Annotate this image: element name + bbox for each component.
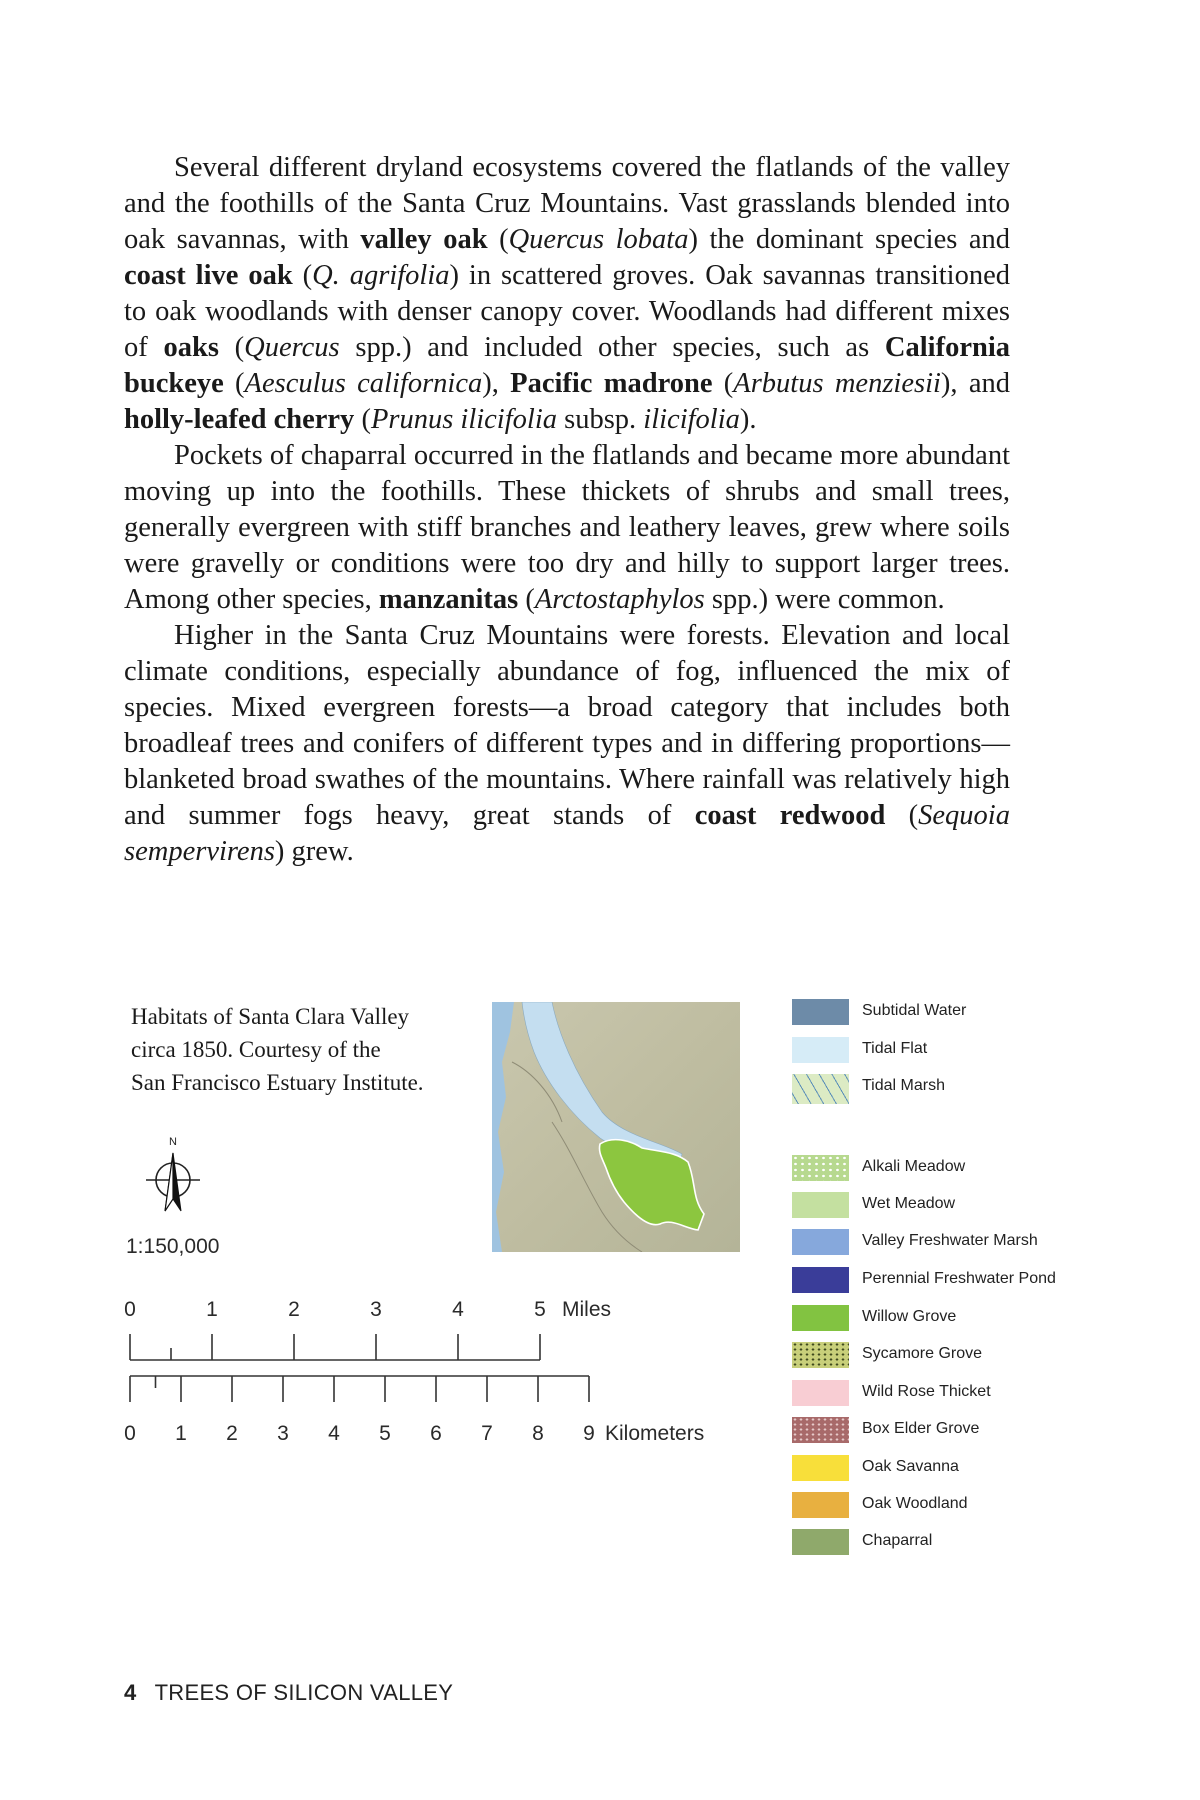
legend-swatch bbox=[792, 1074, 849, 1104]
text-run: subsp. bbox=[556, 404, 644, 435]
km-unit-label: Kilometers bbox=[605, 1422, 705, 1445]
legend-label: Chaparral bbox=[862, 1532, 933, 1549]
text-run: ) grew. bbox=[274, 836, 354, 867]
km-tick-label: 8 bbox=[532, 1422, 544, 1445]
caption-line: San Francisco Estuary Institute. bbox=[131, 1070, 424, 1095]
text-run: ( bbox=[292, 260, 313, 291]
km-tick-label: 1 bbox=[175, 1422, 187, 1445]
legend-swatch bbox=[792, 1229, 849, 1255]
legend-swatch bbox=[792, 1417, 849, 1443]
km-tick-label: 5 bbox=[379, 1422, 391, 1445]
legend-label: Oak Woodland bbox=[862, 1495, 968, 1512]
text-run: Several different dryland ecosystems covered the flatlands of the valley and the foothills of the Santa Cruz Mountains. Vast grasslands blended into oak savannas, with bbox=[124, 152, 1010, 255]
legend-swatch bbox=[792, 1529, 849, 1555]
legend-label: Subtidal Water bbox=[862, 1002, 967, 1019]
km-tick-label: 4 bbox=[328, 1422, 340, 1445]
bold-term: valley oak bbox=[360, 224, 488, 255]
legend-label: Box Elder Grove bbox=[862, 1420, 980, 1437]
scientific-name: Quercus bbox=[244, 332, 340, 363]
paragraph-chaparral bbox=[124, 438, 1010, 618]
legend-swatch bbox=[792, 1492, 849, 1518]
running-title: TREES OF SILICON VALLEY bbox=[154, 1680, 454, 1705]
legend-swatch bbox=[792, 1380, 849, 1406]
scale-ratio: 1:150,000 bbox=[126, 1235, 220, 1258]
map-caption bbox=[131, 1000, 471, 1099]
text-run: ), and bbox=[940, 368, 1010, 399]
legend-swatch bbox=[792, 1037, 849, 1063]
scientific-name: Quercus lobata bbox=[508, 224, 689, 255]
legend-swatch bbox=[792, 1192, 849, 1218]
legend-label: Sycamore Grove bbox=[862, 1345, 983, 1362]
scientific-name: Arctostaphylos bbox=[534, 584, 705, 615]
page-number: 4 bbox=[124, 1680, 137, 1705]
body-text bbox=[124, 150, 1010, 870]
text-run: ( bbox=[354, 404, 371, 435]
habitat-map bbox=[492, 1002, 740, 1252]
text-run: ), bbox=[482, 368, 511, 399]
legend-swatch bbox=[792, 1455, 849, 1481]
bold-term: holly-leafed cherry bbox=[124, 404, 355, 435]
scale-bar bbox=[120, 1296, 740, 1466]
text-run: spp.) were common. bbox=[704, 584, 945, 615]
km-tick-label: 2 bbox=[226, 1422, 238, 1445]
scientific-name: Q. agrifolia bbox=[312, 260, 450, 291]
bold-term: oaks bbox=[163, 332, 219, 363]
km-tick-label: 0 bbox=[124, 1422, 136, 1445]
legend-label: Tidal Flat bbox=[862, 1040, 928, 1057]
text-run: ( bbox=[712, 368, 734, 399]
miles-tick-label: 0 bbox=[124, 1298, 136, 1321]
miles-tick-label: 2 bbox=[288, 1298, 300, 1321]
bold-term: Pacific madrone bbox=[510, 368, 713, 399]
bold-term: coast live oak bbox=[124, 260, 293, 291]
legend-label: Oak Savanna bbox=[862, 1458, 959, 1475]
miles-tick-label: 4 bbox=[452, 1298, 464, 1321]
bold-term: California buckeye bbox=[124, 332, 1010, 399]
paragraph-forests bbox=[124, 618, 1010, 870]
legend-label: Valley Freshwater Marsh bbox=[862, 1232, 1038, 1249]
miles-tick-label: 5 bbox=[534, 1298, 546, 1321]
legend-swatch bbox=[792, 1155, 849, 1181]
bold-term: manzanitas bbox=[378, 584, 519, 615]
north-arrow-icon bbox=[138, 1135, 208, 1220]
km-tick-label: 7 bbox=[481, 1422, 493, 1445]
legend-swatch bbox=[792, 1267, 849, 1293]
legend-swatch bbox=[792, 999, 849, 1025]
text-run: ) in scattered groves. Oak savannas transitioned to oak woodlands with denser canopy cover. Woodlands had different mixes of bbox=[124, 260, 1010, 363]
text-run: spp.) and included other species, such as bbox=[339, 332, 885, 363]
text-run: ) the dominant species and bbox=[688, 224, 1010, 255]
legend-label: Wet Meadow bbox=[862, 1195, 956, 1212]
scientific-name: Aesculus californica bbox=[244, 368, 483, 399]
km-tick-label: 3 bbox=[277, 1422, 289, 1445]
text-run: Higher in the Santa Cruz Mountains were forests. Elevation and local climate conditions, especially abundance of fog, influenced the mix of species. Mixed evergreen forests—a broad category that includes both broadleaf trees and conifers of different types and in differing proportions—blanketed broad swathes of the mountains. Where rainfall was relatively high and summer fogs heavy, great stands of bbox=[124, 620, 1010, 831]
km-tick-label: 6 bbox=[430, 1422, 442, 1445]
text-run: ( bbox=[218, 332, 245, 363]
habitat-legend bbox=[792, 999, 1172, 1569]
bold-term: coast redwood bbox=[694, 800, 886, 831]
paragraph-dryland bbox=[124, 150, 1010, 438]
text-run: Pockets of chaparral occurred in the flatlands and became more abundant moving up into the foothills. These thickets of shrubs and small trees, generally evergreen with stiff branches and leathery leaves, grew where soils were gravelly or conditions were too dry and hilly to support larger trees. Among other species, bbox=[124, 440, 1010, 615]
miles-tick-label: 3 bbox=[370, 1298, 382, 1321]
legend-label: Alkali Meadow bbox=[862, 1158, 966, 1175]
miles-tick-label: 1 bbox=[206, 1298, 218, 1321]
page-footer bbox=[124, 1680, 453, 1706]
text-run: ( bbox=[518, 584, 535, 615]
miles-unit-label: Miles bbox=[562, 1298, 612, 1321]
text-run: ). bbox=[739, 404, 757, 435]
legend-swatch bbox=[792, 1305, 849, 1331]
text-run: ( bbox=[885, 800, 919, 831]
north-label: N bbox=[169, 1136, 177, 1148]
legend-label: Wild Rose Thicket bbox=[862, 1383, 991, 1400]
scientific-name: Arbutus menziesii bbox=[733, 368, 941, 399]
legend-swatch bbox=[792, 1342, 849, 1368]
scientific-name: Prunus ilicifolia bbox=[370, 404, 557, 435]
text-run: ( bbox=[487, 224, 509, 255]
scientific-name: ilicifolia bbox=[643, 404, 740, 435]
km-tick-label: 9 bbox=[583, 1422, 595, 1445]
legend-label: Willow Grove bbox=[862, 1308, 957, 1325]
caption-line: Habitats of Santa Clara Valley bbox=[131, 1004, 410, 1029]
text-run: ( bbox=[223, 368, 245, 399]
scientific-name: Sequoia sempervirens bbox=[124, 800, 1010, 867]
legend-label: Tidal Marsh bbox=[862, 1077, 945, 1094]
legend-label: Perennial Freshwater Pond bbox=[862, 1270, 1056, 1287]
caption-line: circa 1850. Courtesy of the bbox=[131, 1037, 381, 1062]
